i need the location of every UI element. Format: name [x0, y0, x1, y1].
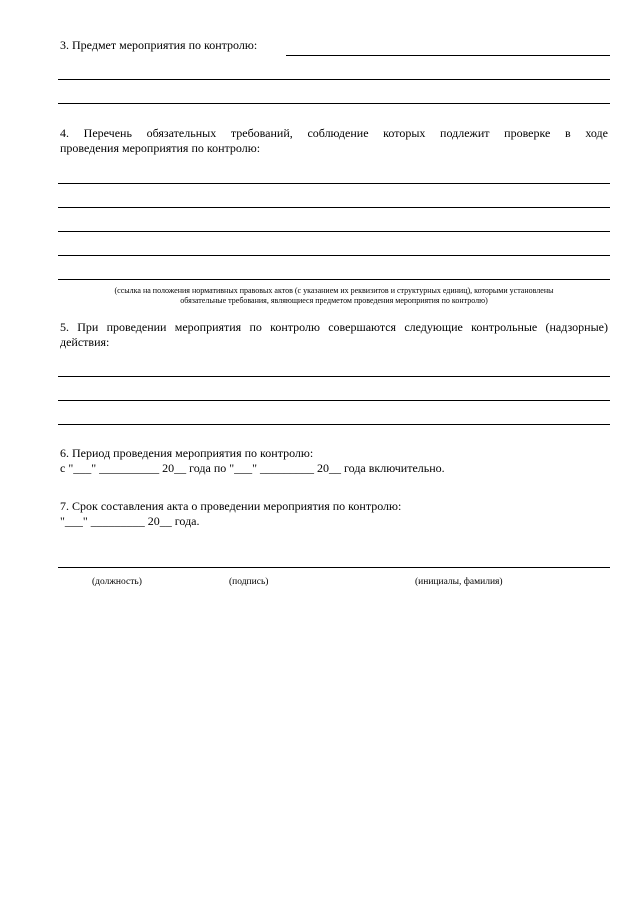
- requirements-note-line2: обязательные требования, являющиеся предметом проведения мероприятия по контролю): [180, 296, 488, 305]
- subject-field-line[interactable]: [286, 55, 610, 56]
- actions-line-1[interactable]: [58, 376, 610, 377]
- actions-line-2[interactable]: [58, 400, 610, 401]
- signature-caption: (подпись): [229, 577, 269, 587]
- section-5-heading-line1: 5. При проведении мероприятия по контролю совершаются следующие контрольные (надзорные): [60, 320, 608, 334]
- section-7-heading: 7. Срок составления акта о проведении мероприятия по контролю:: [60, 499, 402, 513]
- signature-line[interactable]: [58, 567, 610, 568]
- section-6-heading: 6. Период проведения мероприятия по контролю:: [60, 446, 314, 460]
- requirements-line-1[interactable]: [58, 183, 610, 184]
- period-dates[interactable]: с "___" __________ 20__ года по "___" _________ 20__ года включительно.: [60, 461, 445, 475]
- requirements-line-3[interactable]: [58, 231, 610, 232]
- actions-line-3[interactable]: [58, 424, 610, 425]
- section-4-heading-line2: проведения мероприятия по контролю:: [60, 141, 261, 155]
- section-3-label: 3. Предмет мероприятия по контролю:: [60, 38, 258, 52]
- requirements-note-line1: (ссылка на положения нормативных правовых актов (с указанием их реквизитов и структурных единиц), которыми установлены: [114, 286, 554, 295]
- name-caption: (инициалы, фамилия): [415, 577, 503, 587]
- requirements-line-5[interactable]: [58, 279, 610, 280]
- section-4-heading-line1: 4. Перечень обязательных требований, соблюдение которых подлежит проверке в ходе: [60, 126, 608, 140]
- section-5-heading-line2: действия:: [60, 335, 110, 349]
- subject-line-2[interactable]: [58, 79, 610, 80]
- requirements-line-2[interactable]: [58, 207, 610, 208]
- subject-line-3[interactable]: [58, 103, 610, 104]
- act-deadline-date[interactable]: "___" _________ 20__ года.: [60, 514, 200, 528]
- requirements-line-4[interactable]: [58, 255, 610, 256]
- position-caption: (должность): [92, 577, 142, 587]
